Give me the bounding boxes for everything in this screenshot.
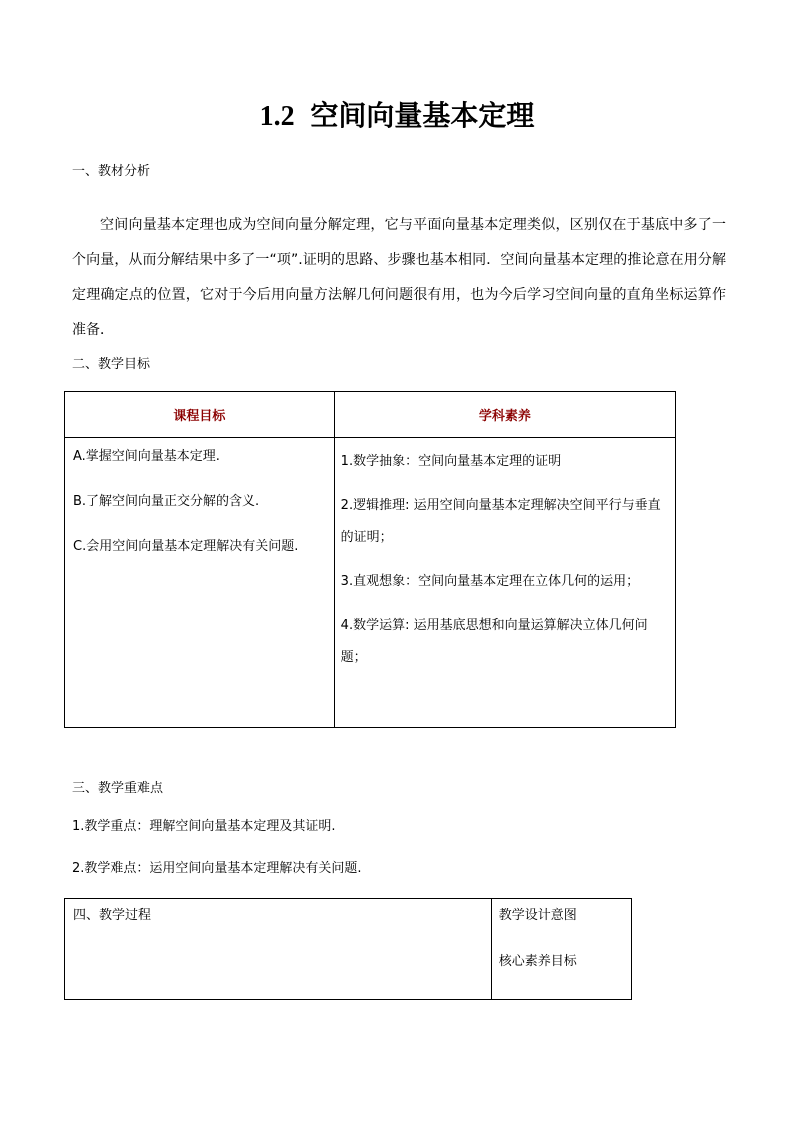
course-goal-list — [65, 438, 334, 558]
goals-course-cell — [65, 438, 335, 728]
literacy-item: 2.逻辑推理: 运用空间向量基本定理解决空间平行与垂直的证明； — [340, 498, 661, 545]
key-point-1: 1.教学重点：理解空间向量基本定理及其证明. — [72, 819, 336, 834]
goals-table-header-row — [65, 392, 676, 438]
course-goal-item: B.了解空间向量正交分解的含义. — [73, 494, 260, 509]
process-table — [64, 898, 632, 1000]
process-left-cell — [65, 899, 492, 1000]
goals-header-course: 课程目标 — [65, 392, 335, 438]
core-literacy-label: 核心素养目标 — [498, 954, 577, 969]
goals-header-literacy: 学科素养 — [334, 392, 675, 438]
course-goal-item: A.掌握空间向量基本定理. — [73, 449, 220, 464]
page-title — [0, 94, 794, 139]
goals-literacy-cell — [334, 438, 675, 728]
process-heading: 四、教学过程 — [73, 908, 152, 923]
process-table-row — [65, 899, 632, 1000]
key-point-2: 2.教学难点：运用空间向量基本定理解决有关问题. — [72, 861, 362, 876]
literacy-item: 3.直观想象：空间向量基本定理在立体几何的运用； — [340, 574, 640, 589]
literacy-item: 1.数学抽象：空间向量基本定理的证明 — [340, 454, 562, 469]
section-heading-key-points: 三、教学重难点 — [72, 781, 164, 796]
design-intent-label: 教学设计意图 — [498, 908, 577, 923]
section-heading-analysis: 一、教材分析 — [72, 164, 151, 179]
goals-table-body-row — [65, 438, 676, 728]
goals-table — [64, 391, 676, 728]
literacy-list — [335, 438, 675, 674]
section-heading-goals: 二、教学目标 — [72, 357, 151, 372]
title-text: 空间向量基本定理 — [310, 99, 535, 132]
title-number: 1.2 — [259, 101, 295, 132]
process-right-cell — [491, 899, 631, 1000]
course-goal-item: C.会用空间向量基本定理解决有关问题. — [73, 539, 299, 554]
analysis-paragraph: 空间向量基本定理也成为空间向量分解定理，它与平面向量基本定理类似，区别仅在于基底中多了一个向量，从而分解结果中多了一“项”.证明的思路、步骤也基本相同．空间向量基本定理的推论意在用分解定理确定点的位置，它对于今后用向量方法解几何问题很有用，也为今后学习空间向量的直角坐标运算作准备． — [72, 217, 726, 338]
literacy-item: 4.数学运算: 运用基底思想和向量运算解决立体几何问题； — [340, 618, 648, 665]
